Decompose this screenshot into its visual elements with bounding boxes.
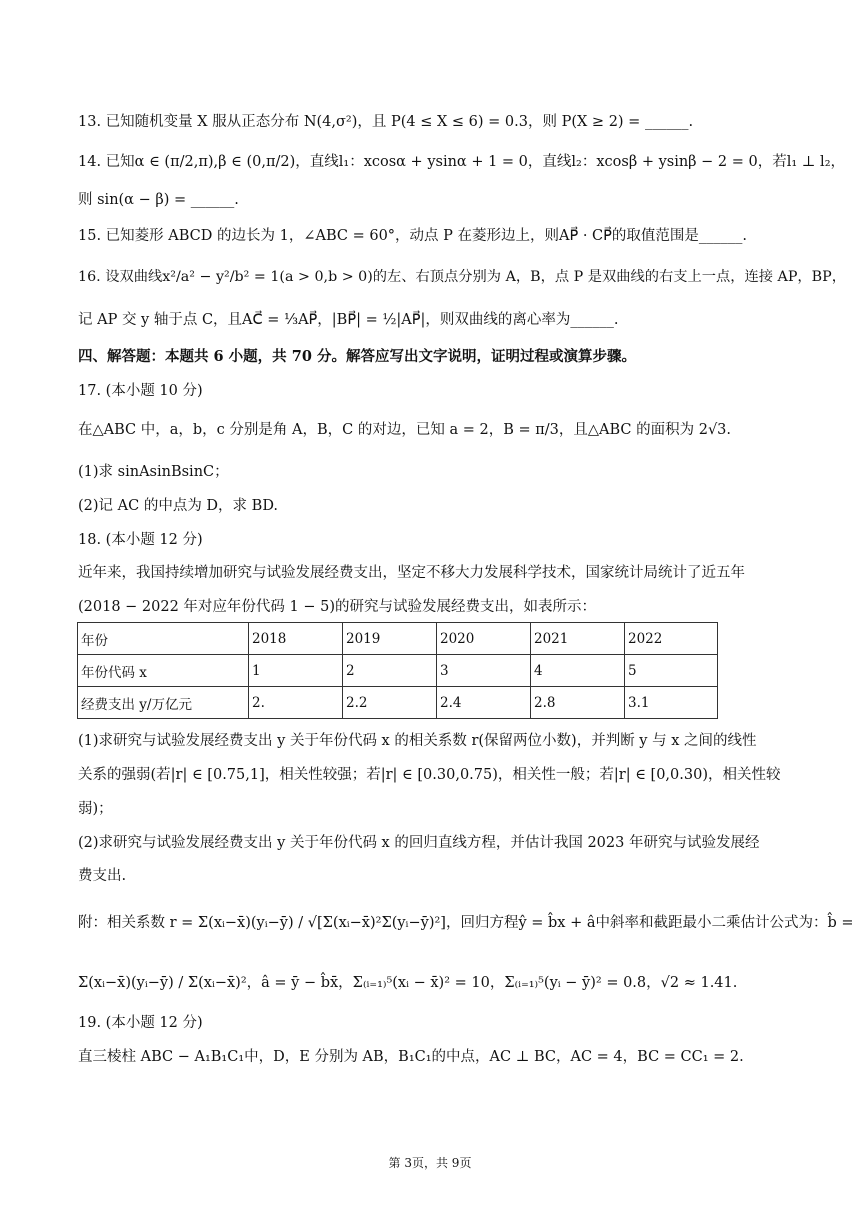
question-14-line2: 则 sin(α − β) = ______.: [78, 192, 239, 208]
table-cell: 2.2: [343, 687, 437, 719]
table-cell: 2.4: [437, 687, 531, 719]
page-footer: 第 3页，共 9页: [388, 1156, 472, 1170]
question-18-part1-line3: 弱)；: [78, 801, 113, 817]
table-cell: 1: [249, 655, 343, 687]
question-18-part2-line2: 费支出.: [78, 868, 127, 884]
table-cell: 2019: [343, 623, 437, 655]
table-cell: 2022: [625, 623, 718, 655]
question-18-part1-line1: (1)求研究与试验发展经费支出 y 关于年份代码 x 的相关系数 r(保留两位小数)，并判断 y 与 x 之间的线性: [78, 733, 757, 749]
question-18-formula-note1: 附：相关系数 r = Σ(xᵢ−x̄)(yᵢ−ȳ) / √[Σ(xᵢ−x̄)²Σ(yᵢ−ȳ)²]，回归方程ŷ = b̂x + â中斜率和截距最小二乘估计公式为：b̂ =: [78, 915, 854, 931]
question-16-line1: 16. 设双曲线x²/a² − y²/b² = 1(a > 0,b > 0)的左、右顶点分别为 A，B，点 P 是双曲线的右支上一点，连接 AP，BP，: [78, 269, 846, 285]
question-16-line2: 记 AP 交 y 轴于点 C，且AC⃗ = ⅓AP⃗，|BP⃗| = ½|AP⃗|，则双曲线的离心率为______.: [78, 312, 619, 328]
question-18-part2-line1: (2)求研究与试验发展经费支出 y 关于年份代码 x 的回归直线方程，并估计我国 2023 年研究与试验发展经: [78, 835, 760, 851]
question-18-formula-note2: Σ(xᵢ−x̄)(yᵢ−ȳ) / Σ(xᵢ−x̄)²，â = ȳ − b̂x̄，Σ₍ᵢ₌₁₎⁵(xᵢ − x̄)² = 10，Σ₍ᵢ₌₁₎⁵(yᵢ − ȳ)² = 0.8，√2 ≈ 1.41.: [78, 975, 738, 991]
table-row: [78, 687, 718, 719]
question-17-stem: 在△ABC 中，a，b，c 分别是角 A，B，C 的对边，已知 a = 2，B = π/3，且△ABC 的面积为 2√3.: [78, 422, 732, 438]
question-17-part1: (1)求 sinAsinBsinC；: [78, 464, 229, 480]
table-cell: 经费支出 y/万亿元: [78, 687, 249, 719]
question-19-stem: 直三棱柱 ABC − A₁B₁C₁中，D，E 分别为 AB，B₁C₁的中点，AC ⊥ BC，AC = 4，BC = CC₁ = 2.: [78, 1049, 744, 1065]
question-18-part1-line2: 关系的强弱(若|r| ∈ [0.75,1]，相关性较强；若|r| ∈ [0.30,0.75)，相关性一般；若|r| ∈ [0,0.30)，相关性较: [78, 767, 781, 783]
table-cell: 年份: [78, 623, 249, 655]
table-cell: 3.1: [625, 687, 718, 719]
expenditure-table: [77, 622, 718, 719]
section-4-heading: 四、解答题：本题共 6 小题，共 70 分。解答应写出文字说明，证明过程或演算步骤。: [78, 348, 636, 365]
question-18-stem-line2: (2018 − 2022 年对应年份代码 1 − 5)的研究与试验发展经费支出，如表所示：: [78, 599, 597, 615]
table-cell: 2: [343, 655, 437, 687]
table-row: [78, 655, 718, 687]
table-cell: 2020: [437, 623, 531, 655]
table-cell: 2.8: [531, 687, 625, 719]
table-cell: 3: [437, 655, 531, 687]
question-17-header: 17. (本小题 10 分): [78, 383, 203, 399]
table-cell: 5: [625, 655, 718, 687]
question-17-part2: (2)记 AC 的中点为 D，求 BD.: [78, 498, 279, 514]
table-row: [78, 623, 718, 655]
table-cell: 2.: [249, 687, 343, 719]
table-cell: 2021: [531, 623, 625, 655]
question-15: 15. 已知菱形 ABCD 的边长为 1，∠ABC = 60°，动点 P 在菱形边上，则AP⃗ · CP⃗的取值范围是______.: [78, 228, 748, 244]
table-cell: 4: [531, 655, 625, 687]
table-cell: 2018: [249, 623, 343, 655]
question-18-header: 18. (本小题 12 分): [78, 532, 203, 548]
question-18-stem-line1: 近年来，我国持续增加研究与试验发展经费支出，坚定不移大力发展科学技术，国家统计局统计了近五年: [78, 565, 745, 581]
question-19-header: 19. (本小题 12 分): [78, 1015, 203, 1031]
question-13: 13. 已知随机变量 X 服从正态分布 N(4,σ²)，且 P(4 ≤ X ≤ 6) = 0.3，则 P(X ≥ 2) = ______.: [78, 114, 694, 130]
question-14-line1: 14. 已知α ∈ (π/2,π),β ∈ (0,π/2)，直线l₁：xcosα + ysinα + 1 = 0，直线l₂：xcosβ + ysinβ − 2 = 0，若l₁ ⊥ l₂，: [78, 154, 846, 170]
table-cell: 年份代码 x: [78, 655, 249, 687]
